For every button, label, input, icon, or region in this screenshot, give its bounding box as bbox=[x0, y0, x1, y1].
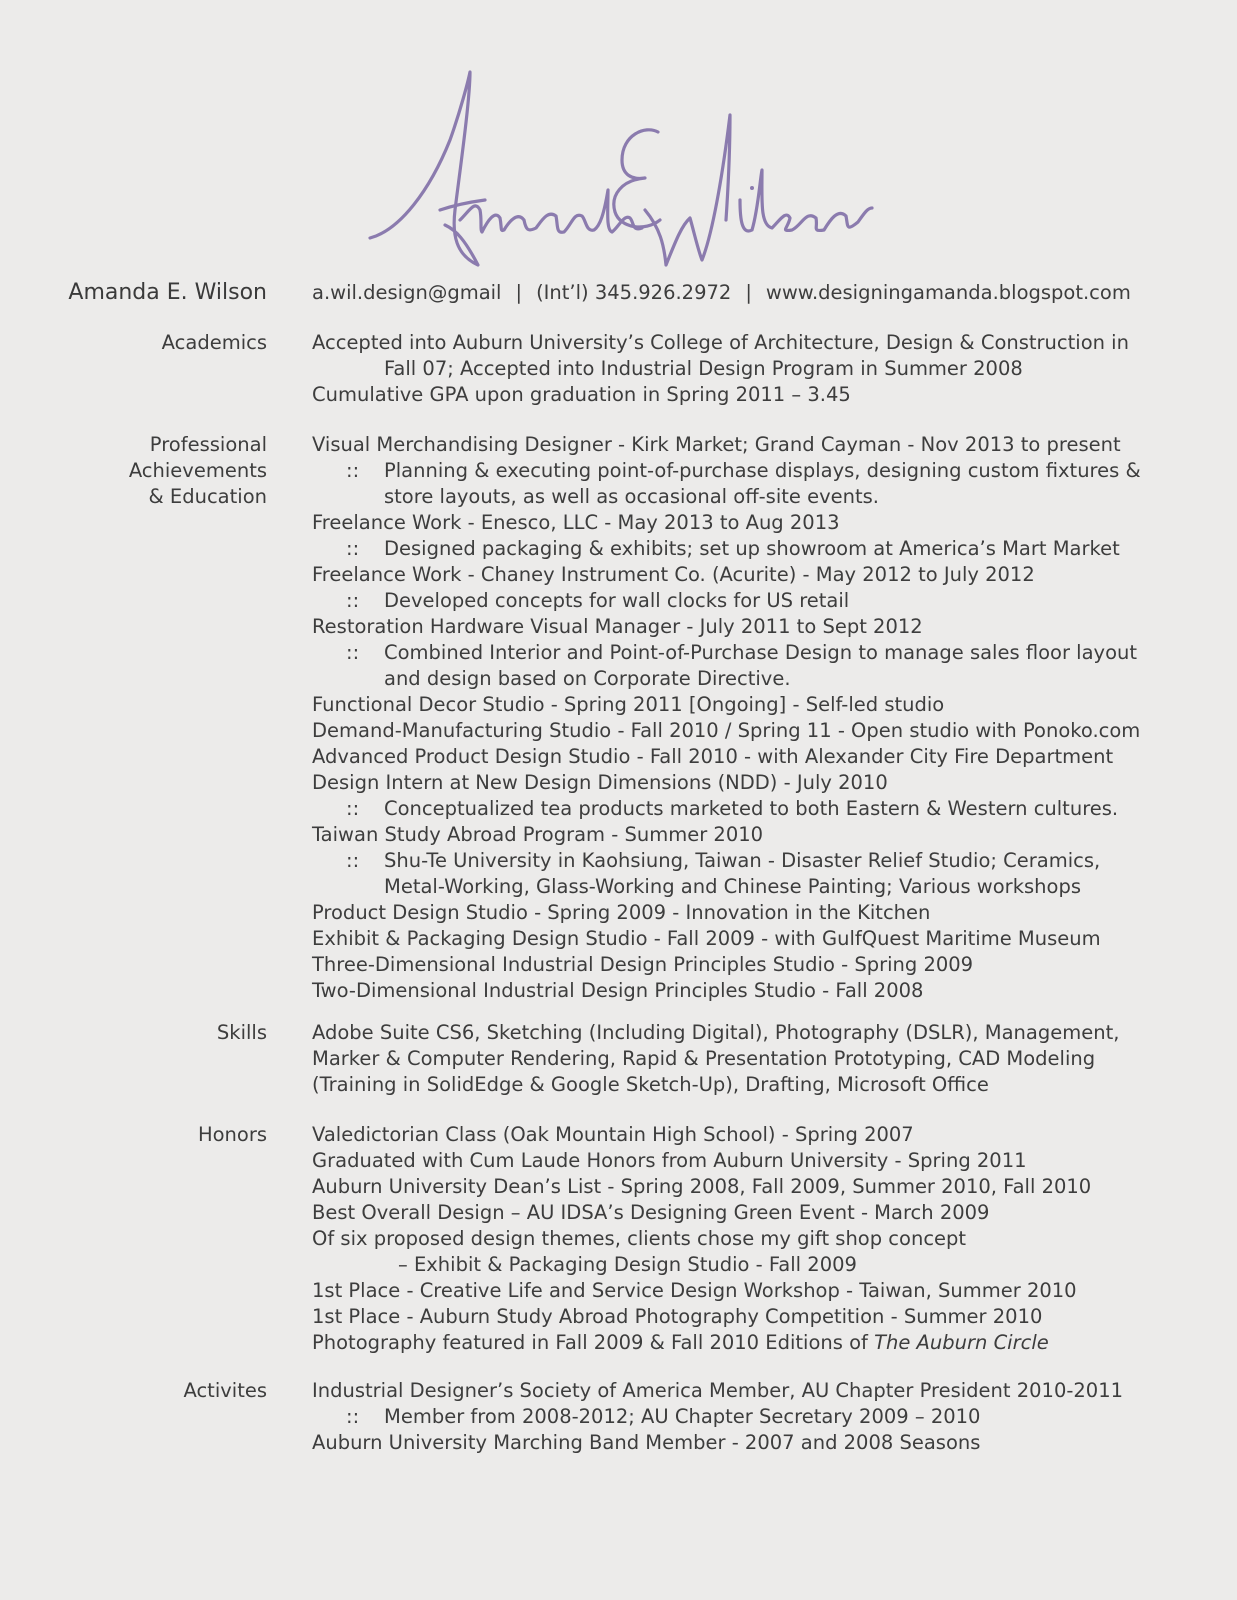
honor-item: Auburn University Dean’s List - Spring 2008, Fall 2009, Summer 2010, Fall 2010 bbox=[312, 1175, 1092, 1198]
bullet-marker: :: bbox=[346, 537, 360, 560]
activity-detail-text: Member from 2008-2012; AU Chapter Secretary 2009 – 2010 bbox=[384, 1405, 981, 1428]
professional-list bbox=[312, 432, 1212, 1004]
experience-detail-text: Conceptualized tea products marketed to both Eastern & Western cultures. bbox=[384, 797, 1119, 820]
experience-detail bbox=[312, 796, 1212, 822]
skills-line: Marker & Computer Rendering, Rapid & Presentation Prototyping, CAD Modeling bbox=[312, 1047, 1096, 1070]
bullet-marker: :: bbox=[346, 459, 360, 482]
activity-item: Auburn University Marching Band Member - 2007 and 2008 Seasons bbox=[312, 1431, 981, 1454]
skills-line: (Training in SolidEdge & Google Sketch-Up), Drafting, Microsoft Office bbox=[312, 1073, 989, 1096]
activities-content bbox=[312, 1378, 1212, 1456]
full-name: Amanda E. Wilson bbox=[68, 280, 267, 305]
academics-line: Fall 07; Accepted into Industrial Design Program in Summer 2008 bbox=[384, 357, 1023, 380]
honor-photo-prefix: Photography featured in Fall 2009 & Fall 2010 Editions of bbox=[312, 1331, 875, 1354]
activity-detail bbox=[312, 1404, 1212, 1430]
bullet-marker: :: bbox=[346, 797, 360, 820]
website-link[interactable]: www.designingamanda.blogspot.com bbox=[765, 281, 1131, 304]
contact-separator: | bbox=[515, 281, 523, 304]
bullet-marker: :: bbox=[346, 589, 360, 612]
skills-label: Skills bbox=[216, 1021, 267, 1044]
experience-detail: store layouts, as well as occasional off-site events. bbox=[384, 485, 879, 508]
honor-item-continuation: – Exhibit & Packaging Design Studio - Fall 2009 bbox=[398, 1253, 857, 1276]
experience-detail-text: Combined Interior and Point-of-Purchase Design to manage sales floor layout bbox=[384, 641, 1138, 664]
experience-detail bbox=[312, 458, 1212, 484]
signature-drawing bbox=[360, 60, 880, 280]
academics-line: Accepted into Auburn University’s College of Architecture, Design & Construction in bbox=[312, 331, 1129, 354]
experience-detail bbox=[312, 536, 1212, 562]
contact-separator: | bbox=[745, 281, 752, 304]
honor-item: Best Overall Design – AU IDSA’s Designing Green Event - March 2009 bbox=[312, 1201, 990, 1224]
activities-label: Activites bbox=[183, 1379, 267, 1402]
email-link[interactable]: a.wil.design@gmail bbox=[312, 281, 502, 304]
experience-title: Freelance Work - Chaney Instrument Co. (Acurite) - May 2012 to July 2012 bbox=[312, 563, 1035, 586]
honors-content bbox=[312, 1122, 1212, 1356]
honor-item bbox=[312, 1330, 1212, 1356]
bullet-marker: :: bbox=[346, 849, 360, 872]
experience-title: Functional Decor Studio - Spring 2011 [Ongoing] - Self-led studio bbox=[312, 693, 945, 716]
experience-title: Demand-Manufacturing Studio - Fall 2010 / Spring 11 - Open studio with Ponoko.com bbox=[312, 719, 1141, 742]
honor-item: Graduated with Cum Laude Honors from Auburn University - Spring 2011 bbox=[312, 1149, 1027, 1172]
experience-title: Exhibit & Packaging Design Studio - Fall 2009 - with GulfQuest Maritime Museum bbox=[312, 927, 1101, 950]
experience-title: Restoration Hardware Visual Manager - July 2011 to Sept 2012 bbox=[312, 615, 923, 638]
academics-line: Cumulative GPA upon graduation in Spring 2011 – 3.45 bbox=[312, 383, 851, 406]
experience-title: Advanced Product Design Studio - Fall 2010 - with Alexander City Fire Department bbox=[312, 745, 1114, 768]
bullet-marker: :: bbox=[346, 1405, 360, 1428]
contact-info bbox=[312, 280, 1212, 306]
signature bbox=[360, 60, 880, 280]
honors-label: Honors bbox=[197, 1123, 267, 1146]
label-line: Achievements bbox=[128, 459, 267, 482]
experience-detail-text: Planning & executing point-of-purchase displays, designing custom fixtures & bbox=[384, 459, 1141, 482]
experience-detail: and design based on Corporate Directive. bbox=[384, 667, 791, 690]
experience-title: Design Intern at New Design Dimensions (NDD) - July 2010 bbox=[312, 771, 888, 794]
label-line: & Education bbox=[148, 485, 267, 508]
experience-title: Three-Dimensional Industrial Design Principles Studio - Spring 2009 bbox=[312, 953, 974, 976]
experience-title: Freelance Work - Enesco, LLC - May 2013 to Aug 2013 bbox=[312, 511, 840, 534]
academics-label: Academics bbox=[161, 331, 267, 354]
skills-line: Adobe Suite CS6, Sketching (Including Digital), Photography (DSLR), Management, bbox=[312, 1021, 1120, 1044]
experience-title: Taiwan Study Abroad Program - Summer 2010 bbox=[312, 823, 764, 846]
professional-label bbox=[40, 432, 267, 510]
experience-detail-text: Developed concepts for wall clocks for US retail bbox=[384, 589, 850, 612]
experience-detail-text: Designed packaging & exhibits; set up showroom at America’s Mart Market bbox=[384, 537, 1120, 560]
bullet-marker: :: bbox=[346, 641, 360, 664]
experience-detail bbox=[312, 640, 1212, 666]
honor-item: 1st Place - Auburn Study Abroad Photography Competition - Summer 2010 bbox=[312, 1305, 1043, 1328]
experience-detail-text: Shu-Te University in Kaohsiung, Taiwan - Disaster Relief Studio; Ceramics, bbox=[384, 849, 1101, 872]
experience-title: Visual Merchandising Designer - Kirk Market; Grand Cayman - Nov 2013 to present bbox=[312, 433, 1121, 456]
label-line: Professional bbox=[149, 433, 267, 456]
publication-title: The Auburn Circle bbox=[874, 1331, 1049, 1354]
honor-item: Of six proposed design themes, clients chose my gift shop concept bbox=[312, 1227, 967, 1250]
academics-content bbox=[312, 330, 1212, 408]
honor-item: Valedictorian Class (Oak Mountain High School) - Spring 2007 bbox=[312, 1123, 914, 1146]
experience-detail bbox=[312, 848, 1212, 874]
phone-number: (Int’l) 345.926.2972 bbox=[536, 281, 732, 304]
honor-item: 1st Place - Creative Life and Service Design Workshop - Taiwan, Summer 2010 bbox=[312, 1279, 1077, 1302]
experience-title: Product Design Studio - Spring 2009 - Innovation in the Kitchen bbox=[312, 901, 931, 924]
experience-detail bbox=[312, 588, 1212, 614]
experience-title: Two-Dimensional Industrial Design Principles Studio - Fall 2008 bbox=[312, 979, 924, 1002]
skills-content bbox=[312, 1020, 1212, 1098]
activity-item: Industrial Designer’s Society of America Member, AU Chapter President 2010-2011 bbox=[312, 1379, 1124, 1402]
experience-detail: Metal-Working, Glass-Working and Chinese Painting; Various workshops bbox=[384, 875, 1081, 898]
